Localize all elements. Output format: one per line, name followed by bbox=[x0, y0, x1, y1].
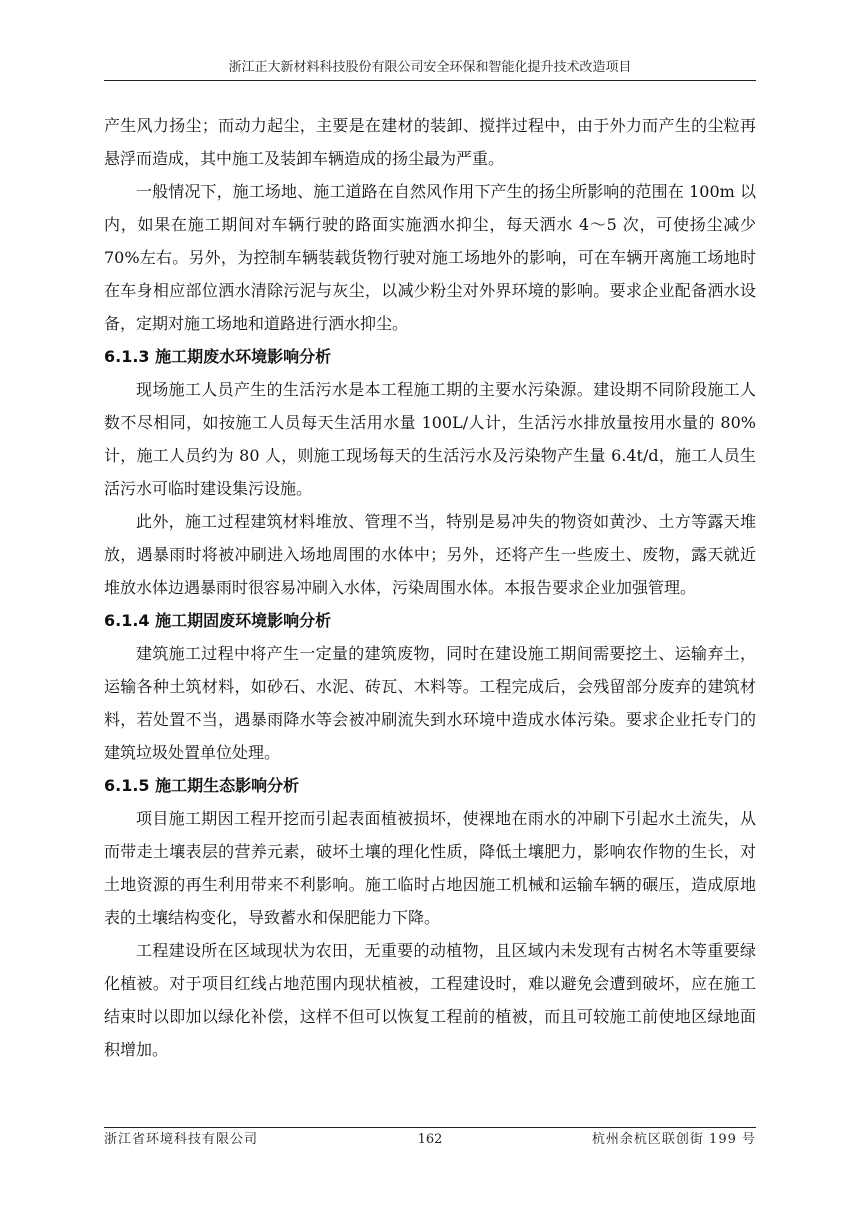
page-footer bbox=[104, 1130, 756, 1150]
section-heading-6-1-5: 6.1.5 施工期生态影响分析 bbox=[104, 776, 300, 795]
section-heading-6-1-4: 6.1.4 施工期固废环境影响分析 bbox=[104, 611, 332, 630]
paragraph-dust-control: 一般情况下，施工场地、施工道路在自然风作用下产生的扬尘所影响的范围在 100m 以内，如果在施工期间对车辆行驶的路面实施洒水抑尘，每天洒水 4～5 次，可使扬尘减少 70%左右。另外，为控制车辆装载货物行驶对施工场地外的影响，可在车辆开离施工场地时在车身相应部位洒水清除污泥与灰尘，以减少粉尘对外界环境的影响。要求企业配备洒水设备，定期对施工场地和道路进行洒水抑尘。 bbox=[104, 182, 756, 333]
paragraph-dust-continued: 产生风力扬尘；而动力起尘，主要是在建材的装卸、搅拌过程中，由于外力而产生的尘粒再悬浮而造成，其中施工及装卸车辆造成的扬尘最为严重。 bbox=[104, 116, 756, 168]
paragraph-solid-waste: 建筑施工过程中将产生一定量的建筑废物，同时在建设施工期间需要挖土、运输弃土，运输各种土筑材料，如砂石、水泥、砖瓦、木料等。工程完成后，会残留部分废弃的建筑材料，若处置不当，遇暴雨降水等会被冲刷流失到水环境中造成水体污染。要求企业托专门的建筑垃圾处置单位处理。 bbox=[104, 644, 756, 762]
paragraph-material-runoff: 此外，施工过程建筑材料堆放、管理不当，特别是易冲失的物资如黄沙、土方等露天堆放，遇暴雨时将被冲刷进入场地周围的水体中；另外，还将产生一些废土、废物，露天就近堆放水体边遇暴雨时很容易冲刷入水体，污染周围水体。本报告要求企业加强管理。 bbox=[104, 512, 756, 597]
section-heading-6-1-3: 6.1.3 施工期废水环境影响分析 bbox=[104, 347, 332, 366]
running-header: 浙江正大新材料科技股份有限公司安全环保和智能化提升技术改造项目 bbox=[228, 60, 632, 75]
header-divider bbox=[104, 80, 756, 81]
paragraph-ecology-impact: 项目施工期因工程开挖而引起表面植被损坏，使裸地在雨水的冲刷下引起水土流失，从而带走土壤表层的营养元素，破坏土壤的理化性质，降低土壤肥力，影响农作物的生长，对土地资源的再生利用带来不利影响。施工临时占地因施工机械和运输车辆的碾压，造成原地表的土壤结构变化，导致蓄水和保肥能力下降。 bbox=[104, 809, 756, 927]
paragraph-wastewater: 现场施工人员产生的生活污水是本工程施工期的主要水污染源。建设期不同阶段施工人数不尽相同，如按施工人员每天生活用水量 100L/人计，生活污水排放量按用水量的 80%计，施工人员约为 80 人，则施工现场每天的生活污水及污染物产生量 6.4t/d，施工人员生活污水可临时建设集污设施。 bbox=[104, 380, 756, 498]
footer-company: 浙江省环境科技有限公司 bbox=[104, 1132, 259, 1147]
paragraph-vegetation: 工程建设所在区域现状为农田，无重要的动植物，且区域内未发现有古树名木等重要绿化植被。对于项目红线占地范围内现状植被，工程建设时，难以避免会遭到破坏，应在施工结束时以即加以绿化补偿，这样不但可以恢复工程前的植被，而且可较施工前使地区绿地面积增加。 bbox=[104, 941, 756, 1059]
footer-address: 杭州余杭区联创街 199 号 bbox=[591, 1132, 756, 1147]
footer-divider bbox=[104, 1127, 756, 1128]
page-body bbox=[104, 109, 756, 1066]
page-number: 162 bbox=[417, 1132, 443, 1147]
